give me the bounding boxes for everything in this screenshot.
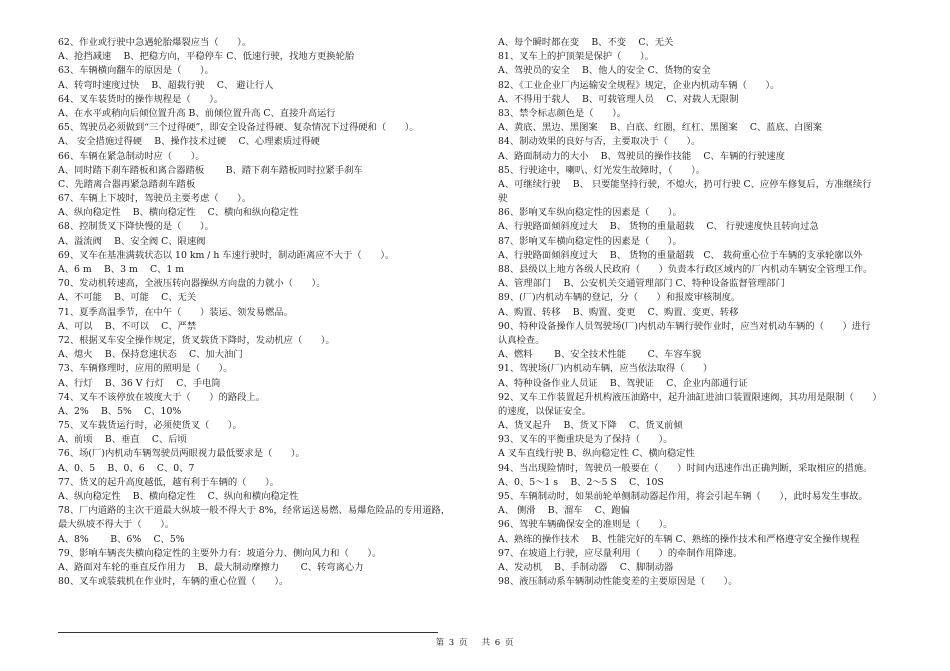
text-line: A、同时踏下刹车踏板和离合器踏板 B、踏下刹车踏板同时拉紧手刹车 (58, 164, 363, 176)
text-line: A、溢流阀 B、安全阀 C、限速阀 (58, 235, 206, 247)
text-line: 67、车辆上下坡时，驾驶员主要考虑（ ）。 (58, 193, 252, 205)
right-question-column (498, 36, 908, 589)
text-line: A、货叉起升 B、货叉下降 C、货叉前倾 (498, 420, 683, 432)
text-line: A、 侧滑 B、溜车 C、跑偏 (498, 505, 630, 517)
text-line: 89、(厂)内机动车辆的登记，分（ ）和报废审核制度。 (498, 292, 741, 304)
text-line: A、熄火 B、保持怠速状态 C、加大油门 (58, 349, 243, 361)
text-line: A、购置、转移 B、购置、变更 C、购置、变更、转移 (498, 306, 739, 318)
text-line: A、不可能 B、可能 C、无关 (58, 292, 197, 304)
text-line: A、纵向稳定性 B、横向稳定性 C、横向和纵向稳定性 (58, 207, 299, 219)
text-line: 驶 (498, 193, 508, 205)
text-line: 90、特种设备操作人员驾驶场(厂)内机动车辆行驶作业时，应当对机动车辆的（ ）进行 (498, 320, 871, 332)
text-line: A、纵向稳定性 B、横向稳定性 C、纵向和横向稳定性 (58, 491, 299, 502)
page-number-footer: 第 3 页 共 6 页 (435, 638, 515, 648)
text-line: A、2% B、5% C、10% (58, 405, 182, 417)
text-line: 72、根据叉车安全操作规定，货叉载货下降时，发动机应（ ）。 (58, 334, 335, 346)
text-line: 认真检查。 (498, 334, 545, 346)
text-line: A、熟练的操作技术 B、性能完好的车辆 C、熟练的操作技术和严格遵守安全操作规程 (498, 533, 860, 545)
text-line: 最大纵坡不得大于（ ）。 (58, 519, 175, 531)
text-line: A、前顷 B、垂直 C、后顷 (58, 434, 187, 446)
text-line: 88、县级以上地方各级人民政府（ ）负责本行政区域内的厂内机动车辆安全管理工作。 (498, 264, 873, 275)
text-line: A、0、5 B、0、6 C、0、7 (58, 462, 195, 474)
text-line: A 叉车直线行驶 B、纵向稳定性 C、横向稳定性 (498, 448, 695, 460)
text-line: A、不得用于载人 B、可载管理人员 C、对载人无限制 (498, 93, 739, 105)
text-line: 75、叉车载货运行时，必须使货叉（ ）。 (58, 420, 242, 432)
text-line: 84、制动效果的良好与否，主要取决于（ ）。 (498, 136, 701, 148)
text-line: 92、叉车工作装置起升机构液压油路中，起升油缸进油口装置限速阀，其功用是限制（ ） (498, 391, 882, 403)
text-line: A、路面制动力的大小 B、驾驶员的操作技能 C、车辆的行驶速度 (498, 150, 785, 162)
text-line: 96、驾驶车辆确保安全的准则是（ ）。 (498, 519, 673, 531)
text-line: 76、场(厂)内机动车辆驾驶员两眼视力最低要求是（ ）。 (58, 448, 305, 460)
text-line: 81、叉车上的护顶架是保护（ ）。 (498, 51, 654, 63)
text-line: 68、控制货叉下降快慢的是（ ）。 (58, 221, 214, 233)
text-line: 86、影响叉车纵向稳定性的因素是（ ）。 (498, 207, 682, 219)
text-line: A、特种设备作业人员证 B、驾驶证 C、企业内部通行证 (498, 377, 748, 389)
text-line: A、转弯时速度过快 B、超载行驶 C、 避让行人 (58, 79, 274, 91)
text-line: 71、夏季高温季节，在中午（ ）装运、领发易燃品。 (58, 306, 293, 318)
text-line: 63、车辆横向翻车的原因是（ ）。 (58, 65, 214, 77)
text-line: 85、行驶途中，喇叭、灯光发生故障时，（ ）。 (498, 164, 706, 176)
text-line: A、行驶路面倾斜度过大 B、 货物的重量超载 C、 载荷重心位于车辆的支承轮廓以外 (498, 249, 863, 261)
text-line: 65、驾驶员必须做到“三个过得硬”，即安全设备过得硬、复杂情况下过得硬和（ ）。 (58, 122, 419, 134)
text-line: 62、作业或行驶中急遇轮胎爆裂应当（ ）。 (58, 37, 252, 48)
text-line: 73、车辆修理时，应用的照明是（ ）。 (58, 363, 233, 375)
text-line: 95、车辆制动时，如果前轮单侧制动器起作用，将会引起车辆（ ），此时易发生事故。 (498, 491, 868, 502)
text-line: A、黄底、黑边、黑图案 B、白底、红圈，红杠、黑图案 C、蓝底、白图案 (498, 122, 823, 134)
text-line: 69、叉车在基准满载状态以 10 km / h 车速行驶时，制动距离应不大于（ ）。 (58, 249, 395, 261)
text-line: 82、《工业企业厂内运输安全规程》规定，企业内机动车辆（ ）。 (498, 79, 780, 91)
text-line: 93、叉车的平衡重块是为了保持（ ）。 (498, 434, 673, 446)
text-line: 80、叉车或装载机在作业时，车辆的重心位置（ ）。 (58, 576, 289, 588)
text-line: A、每个瞬时都在变 B、不变 C、无关 (498, 37, 674, 48)
text-line: C、先踏离合器再紧急踏刹车踏板 (58, 178, 196, 190)
text-line: A、管理部门 B、公安机关交通管理部门 C、特种设备监督管理部门 (498, 278, 785, 290)
text-line: 97、在坡道上行驶，应尽量利用（ ）的牵制作用降速。 (498, 547, 743, 559)
text-line: A、6 m B、3 m C、1 m (58, 264, 185, 275)
text-line: 77、货叉的起升高度越低，越有利于车辆的（ ）。 (58, 476, 280, 488)
text-line: 74、叉车不该停放在坡度大于（ ）的路段上。 (58, 391, 266, 403)
text-line: A、8% B、6% C、5% (58, 533, 185, 545)
text-line: 79、影响车辆丧失横向稳定性的主要外力有：坡道分力、侧向风力和（ ）。 (58, 547, 382, 559)
text-line: A、驾驶员的安全 B、他人的安全 C、货物的安全 (498, 65, 711, 77)
text-line: A、抢挡减速 B、把稳方向，平稳停车 C、低速行驶，找地方更换轮胎 (58, 51, 355, 63)
text-line: 83、禁令标志颜色是（ ）。 (498, 107, 627, 119)
footer-divider (58, 632, 438, 633)
text-line: A、发动机 B、手制动器 C、脚制动器 (498, 561, 674, 573)
text-line: A、可以 B、不可以 C、严禁 (58, 320, 197, 332)
left-question-column (58, 36, 478, 589)
text-line: A、燃料 B、安全技术性能 C、车容车貌 (498, 349, 702, 361)
text-line: 70、发动机转速高，全液压转向器操纵方向盘的力就小（ ）。 (58, 278, 326, 290)
text-line: A、在水平或稍向后倾位置升高 B、前倾位置升高 C、直接升高运行 (58, 107, 336, 119)
text-line: 87、影响叉车横向稳定性的因素是（ ）。 (498, 235, 682, 247)
text-line: A、0、5～1 s B、2～5 S C、10S (498, 476, 664, 488)
text-line: A、可继续行驶 B、 只要能坚持行驶，不熄火，扔可行驶 C、应停车修复后，方准继续行 (498, 178, 872, 190)
text-line: 66、车辆在紧急制动时应（ ）。 (58, 150, 205, 162)
text-line: A、路面对车轮的垂直反作用力 B、最大制动摩擦力 C、转弯离心力 (58, 561, 364, 573)
text-line: A、行驶路面倾斜度过大 B、 货物的重量超载 C、 行驶速度快且转向过急 (498, 221, 819, 233)
text-line: 78、厂内道路的主次干道最大纵坡一般不得大于 8%，经常运送易燃、易爆危险品的专用道路， (58, 505, 451, 517)
text-line: 91、驾驶场(厂)内机动车辆，应当依法取得（ ） (498, 363, 713, 375)
text-line: 94、当出现险情时，驾驶员一般要在（ ）时间内迅速作出正确判断，采取相应的措施。 (498, 462, 873, 474)
text-line: 64、叉车装货时的操作规程是（ ）。 (58, 93, 224, 105)
text-line: 98、液压制动系车辆制动性能变差的主要原因是（ ）。 (498, 576, 738, 588)
text-line: A、行灯 B、36 V 行灯 C、手电筒 (58, 377, 221, 389)
text-line: A、 安全措施过得硬 B、操作技术过硬 C、心理素质过得硬 (58, 136, 320, 148)
text-line: 的速度，以保证安全。 (498, 405, 591, 417)
